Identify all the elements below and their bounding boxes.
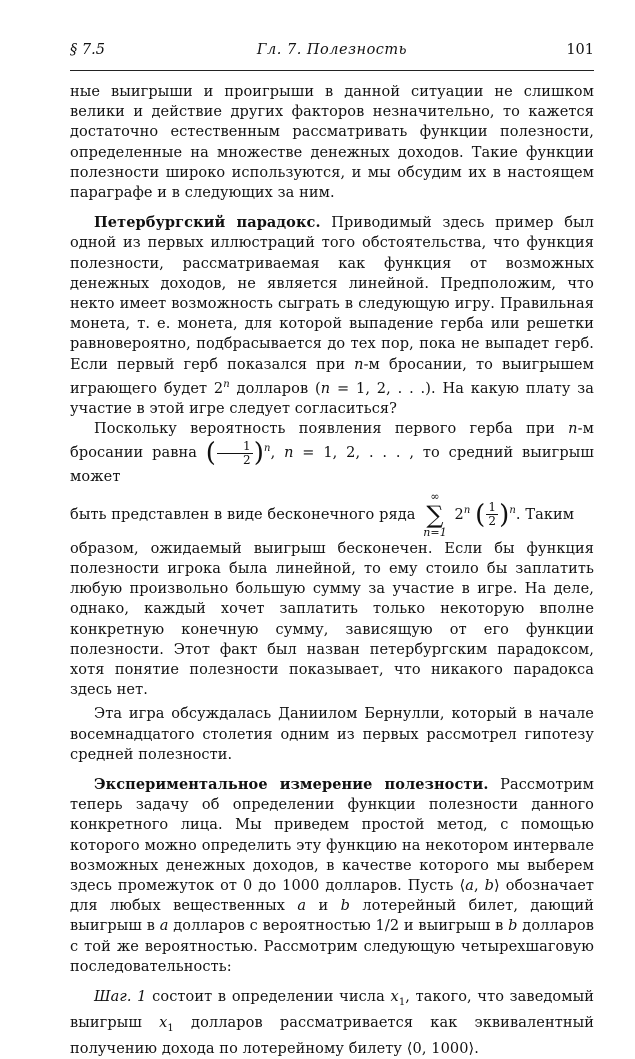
step-1-label: Шаг. 1 [94,989,147,1006]
body-text [70,82,594,1059]
header-rule [70,70,594,71]
formula-line: быть представлен в виде бесконечного ряда ∞ ∑ n=1 2$^n$ ( $\frac{1}{2}$ )$^n$. Таким [70,489,575,539]
paragraph-petersburg: Петербургский парадокс. Приводимый здесь пример был одной из первых иллюстраций того обстоятельства, что функция полезности, рассматриваемая как функция от возможных денежных доходов, не является линейной. Предположим, что некто имеет возможность сыграть в следующую игру. Правильная монета, т. е. монета, для которой выпадение герба или решетки равновероятно, подбрасывается до тех пор, пока не выпадет герб. Если первый герб показался при n-м бросании, то выигрышем играющего будет 2$^n$ долларов (n = 1, 2, . . .). На какую плату за участие в этой игре следует согласиться? [70,214,594,417]
sum-symbol: ∞ ∑ n=1 [423,489,447,539]
paragraph-step-1: Шаг. 1 состоит в определении числа $x_1$, такого, что заведомый выигрыш $x_1$ долларов рассматривается как эквивалентный получению дохода по лотерейному билету ⟨0, 1000⟩. [70,989,595,1058]
paragraph-probability: Поскольку вероятность появления первого герба при n-м бросании равна ( $\frac{1}{2}$ )$^n$, n = 1, 2, . . . , то средний выигрыш может [70,421,594,485]
petersburg-heading: Петербургский парадокс. [94,214,321,232]
paragraph-measurement: Экспериментальное измерение полезности. Рассмотрим теперь задачу об определении функции полезности данного конкретного лица. Мы приведем простой метод, с помощью которого можно определить эту функцию на некотором интервале возможных денежных доходов, в качестве которого мы выберем здесь промежуток от 0 до 1000 долларов. Пусть ⟨a, b⟩ обозначает для любых вещественных a и b лотерейный билет, дающий выигрыш в a долларов с вероятностью 1/2 и выигрыш в b долларов с той же вероятностью. Рассмотрим следующую четырехшаговую последовательность: [70,776,595,975]
section-number: § 7.5 [70,42,105,58]
fraction-half: $\frac{1}{2}$ [217,440,253,467]
paragraph-paradox-conclusion: образом, ожидаемый выигрыш бесконечен. Если бы функция полезности игрока была линейной, то ему стоило бы заплатить любую произвольно большую сумму за участие в игре. На деле, однако, каждый хочет заплатить только некоторую вполне конкретную конечную сумму, зависящую от его функции полезности. Этот факт был назван петербургским парадоксом, хотя понятие полезности показывает, что никакого парадокса здесь нет. [70,540,594,699]
page-number: 101 [566,42,594,58]
running-head [70,42,594,64]
measurement-heading: Экспериментальное измерение полезности. [94,776,489,794]
paragraph-1: ные выигрыши и проигрыши в данной ситуации не слишком велики и действие других факторов незначительно, то кажется достаточно естественным рассматривать функции полезности, определенные на множестве денежных доходов. Такие функции полезности широко используются, и мы обсудим их в настоящем параграфе и в следующих за ним. [70,84,594,202]
fraction-half-2: $\frac{1}{2}$ [488,500,497,529]
paragraph-bernoulli: Эта игра обсуждалась Даниилом Бернулли, который в начале восемнадцатого столетия одним из первых рассмотрел гипотезу средней полезности. [70,706,594,763]
chapter-title: Гл. 7. Полезность [256,42,408,58]
